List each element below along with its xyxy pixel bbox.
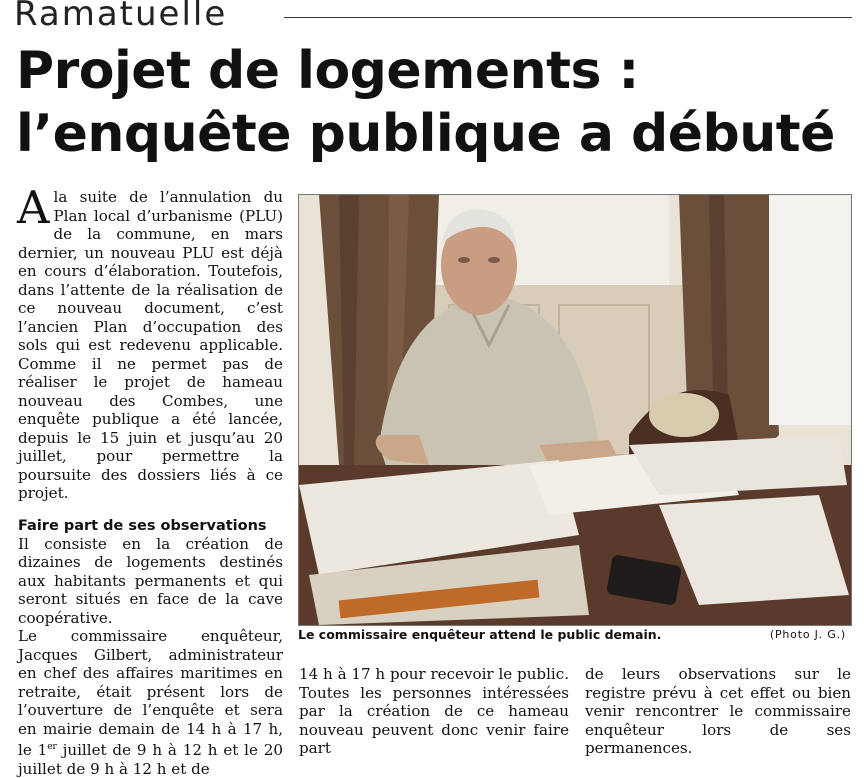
paragraph-1-text: la suite de l’annulation du Plan local d’urbanisme (PLU) de la commune, en mars dernier, un nouveau PLU est déjà en cours d’élaboration. Toutefois, dans l’attente de la réalisation de ce nouveau document, c’est l’ancien Plan d’occupation des sols qui est redevenu applicable. Comme il ne permet pas de réaliser le projet de hameau nouveau des Combes, une enquête publique a été lancée, depuis le 15 juin et jusqu’au 20 juillet, pour permettre la poursuite des dossiers liés à ce projet.: [18, 188, 283, 502]
article-photo: [298, 194, 852, 626]
middle-column-text: 14 h à 17 h pour recevoir le public. Toutes les personnes intéressées par la création de ce hameau nouveau peuvent donc venir faire part: [299, 665, 569, 757]
dropcap: A: [17, 181, 50, 234]
article-column-right: [585, 665, 851, 758]
section-kicker: Ramatuelle: [14, 0, 228, 34]
article-paragraph-1: [17, 181, 283, 503]
ordinal-superscript: er: [47, 742, 57, 752]
paragraph-3-text-a: Le commissaire enquêteur, Jacques Gilbert, administrateur en chef des affaires maritimes en retraite, était présent lors de l’ouverture de l’enquête et sera en mairie demain de 14 h à 17 h, le 1: [18, 627, 283, 760]
paragraph-3-text-b: juillet de 9 h à 12 h et le 20 juillet de 9 h à 12 h et de: [18, 741, 283, 778]
kicker-rule: [284, 17, 852, 18]
photo-caption: Le commissaire enquêteur attend le public demain.: [298, 627, 662, 642]
headline: [16, 40, 856, 166]
article-column-left: [17, 181, 283, 778]
photo-caption-row: [298, 627, 850, 642]
article-subhead: Faire part de ses observations: [18, 517, 267, 534]
article-column-middle: [299, 665, 569, 758]
kicker-row: [14, 0, 852, 34]
article-paragraph-3: [18, 627, 283, 778]
headline-line-2: l’enquête publique a débuté: [16, 104, 835, 164]
article-paragraph-2: Il consiste en la création de dizaines de logements destinés aux habitants permanents et qui seront situés en face de la cave coopérative.: [18, 534, 283, 627]
photo-illustration: [299, 195, 851, 625]
right-column-text: de leurs observations sur le registre prévu à cet effet ou bien venir rencontrer le commissaire enquêteur lors de ses permanences.: [585, 665, 851, 757]
headline-line-1: Projet de logements :: [16, 41, 639, 101]
photo-credit: (Photo J. G.): [769, 628, 846, 641]
